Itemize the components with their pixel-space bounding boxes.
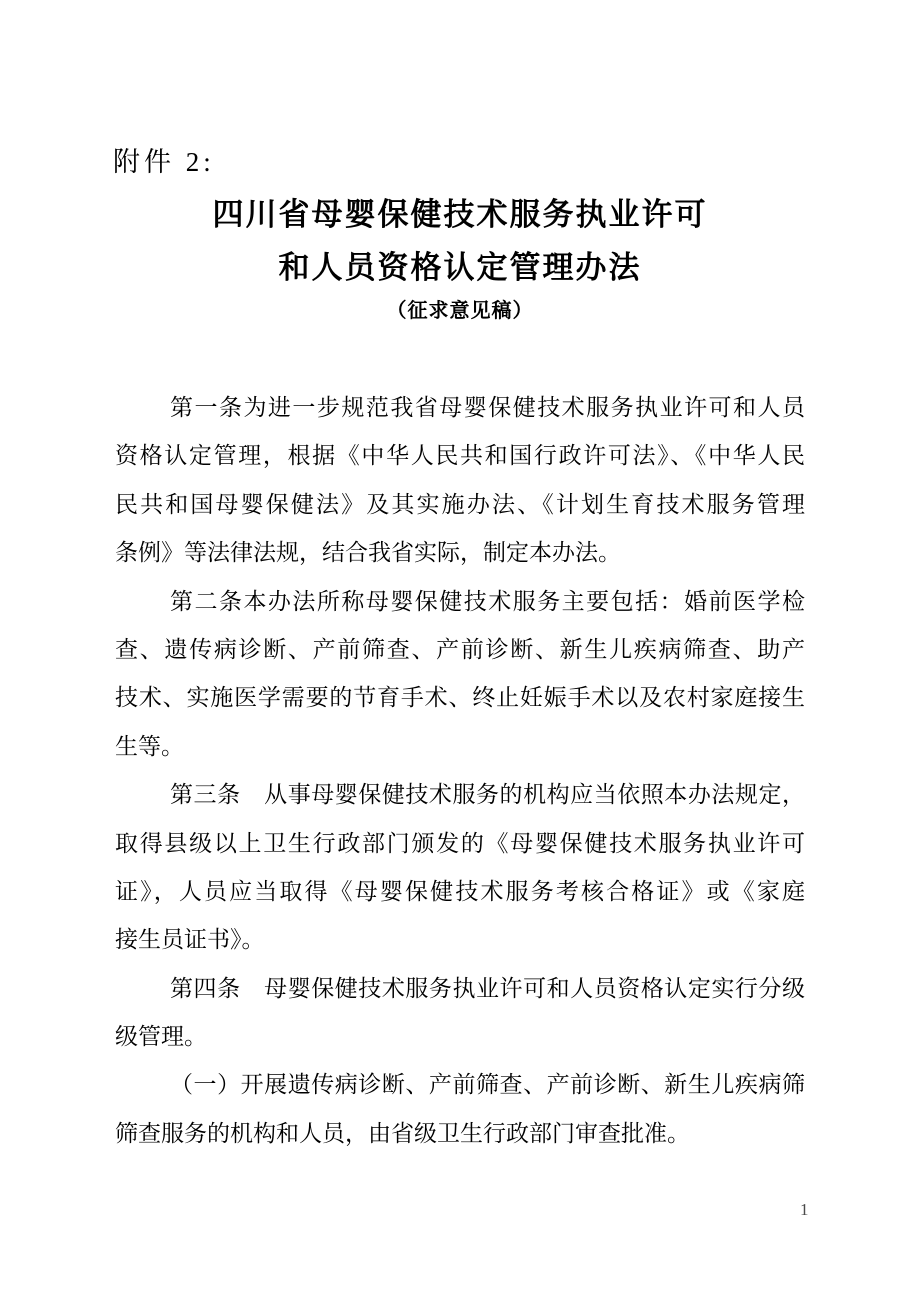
document-title-line-2: 和人员资格认定管理办法 [278, 250, 642, 285]
text-line: 级管理。 [115, 1024, 207, 1050]
paragraph-4 [115, 965, 805, 1062]
document-title [0, 188, 920, 294]
text-line: 民共和国母婴保健法》及其实施办法、《计划生育技术服务管理 [115, 491, 805, 517]
text-line: 技术、实施医学需要的节育手术、终止妊娠手术以及农村家庭接生 [115, 685, 805, 711]
document-subtitle: （征求意见稿） [386, 300, 534, 322]
text-line: 取得县级以上卫生行政部门颁发的《母婴保健技术服务执业许可 [115, 830, 805, 856]
text-line: 筛查服务的机构和人员，由省级卫生行政部门审查批准。 [115, 1120, 690, 1146]
document-title-line-1: 四川省母婴保健技术服务执业许可 [212, 197, 708, 232]
text-line: 条例》等法律法规，结合我省实际，制定本办法。 [115, 540, 621, 566]
attachment-label: 附件 2: [113, 147, 215, 177]
paragraph-5 [115, 1061, 805, 1158]
paragraph-2 [115, 578, 805, 772]
paragraph-3 [115, 771, 805, 965]
text-line: 生等。 [115, 733, 184, 759]
text-line: 第一条为进一步规范我省母婴保健技术服务执业许可和人员 [170, 395, 805, 420]
text-line: 资格认定管理，根据《中华人民共和国行政许可法》、《中华人民 [115, 443, 805, 469]
text-line: 证》，人员应当取得《母婴保健技术服务考核合格证》或《家庭 [115, 878, 805, 904]
text-line: 接生员证书》。 [115, 927, 265, 953]
page-number: 1 [800, 1200, 809, 1219]
text-line: 第四条 母婴保健技术服务执业许可和人员资格认定实行分级 [170, 975, 805, 1001]
paragraph-1 [115, 384, 805, 578]
text-line: 第二条本办法所称母婴保健技术服务主要包括：婚前医学检 [170, 588, 805, 614]
text-line: 查、遗传病诊断、产前筛查、产前诊断、新生儿疾病筛查、助产 [115, 636, 805, 662]
document-body [115, 384, 805, 1158]
text-line: （一）开展遗传病诊断、产前筛查、产前诊断、新生儿疾病筛 [170, 1072, 805, 1098]
text-line: 第三条 从事母婴保健技术服务的机构应当依照本办法规定， [170, 782, 805, 808]
